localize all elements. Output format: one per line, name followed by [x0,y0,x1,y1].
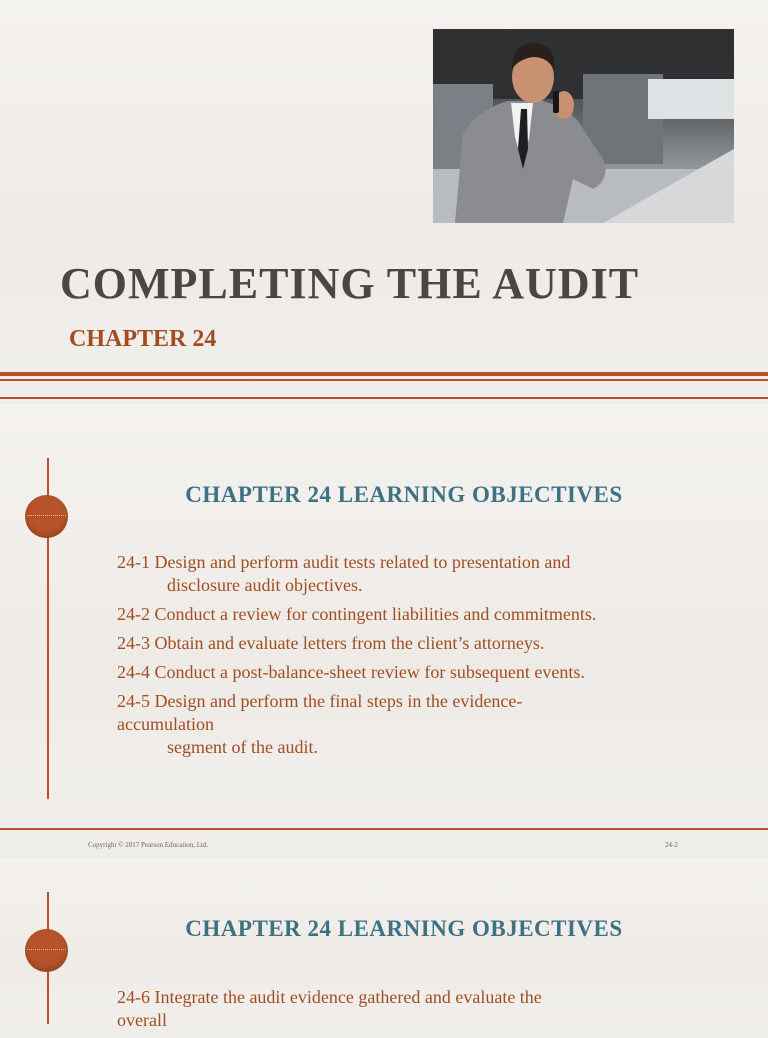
divider-thin [0,379,768,381]
objectives-list [117,551,737,765]
divider-thick [0,372,768,376]
copyright-text: Copyright © 2017 Pearson Education, Ltd. [88,841,209,849]
list-item: 24-3 Obtain and evaluate letters from the client’s attorneys. [117,633,545,653]
chapter-label: CHAPTER 24 [69,326,217,352]
list-item: 24-5 Design and perform the final steps in the evidence- accumulation segment of the audit. [117,691,523,757]
slide-objectives-1 [0,404,768,834]
page-number: 24-2 [665,841,678,849]
slide-title-heading: COMPLETING THE AUDIT [60,259,640,308]
businessman-photo [433,29,734,223]
list-item: 24-1 Design and perform audit tests related to presentation and disclosure audit objectives. [117,552,571,595]
list-item: 24-2 Conduct a review for contingent liabilities and commitments. [117,604,597,624]
objectives-heading: CHAPTER 24 LEARNING OBJECTIVES [185,482,623,507]
objectives-list [117,986,737,1038]
slide-title [0,0,768,402]
list-item: 24-4 Conduct a post-balance-sheet review for subsequent events. [117,662,585,682]
divider-thin [0,828,768,830]
slide-objectives-2 [0,858,768,1030]
list-item: 24-6 Integrate the audit evidence gathered and evaluate the overall [117,987,542,1030]
objectives-heading: CHAPTER 24 LEARNING OBJECTIVES [185,916,623,941]
divider-thin [0,397,768,399]
